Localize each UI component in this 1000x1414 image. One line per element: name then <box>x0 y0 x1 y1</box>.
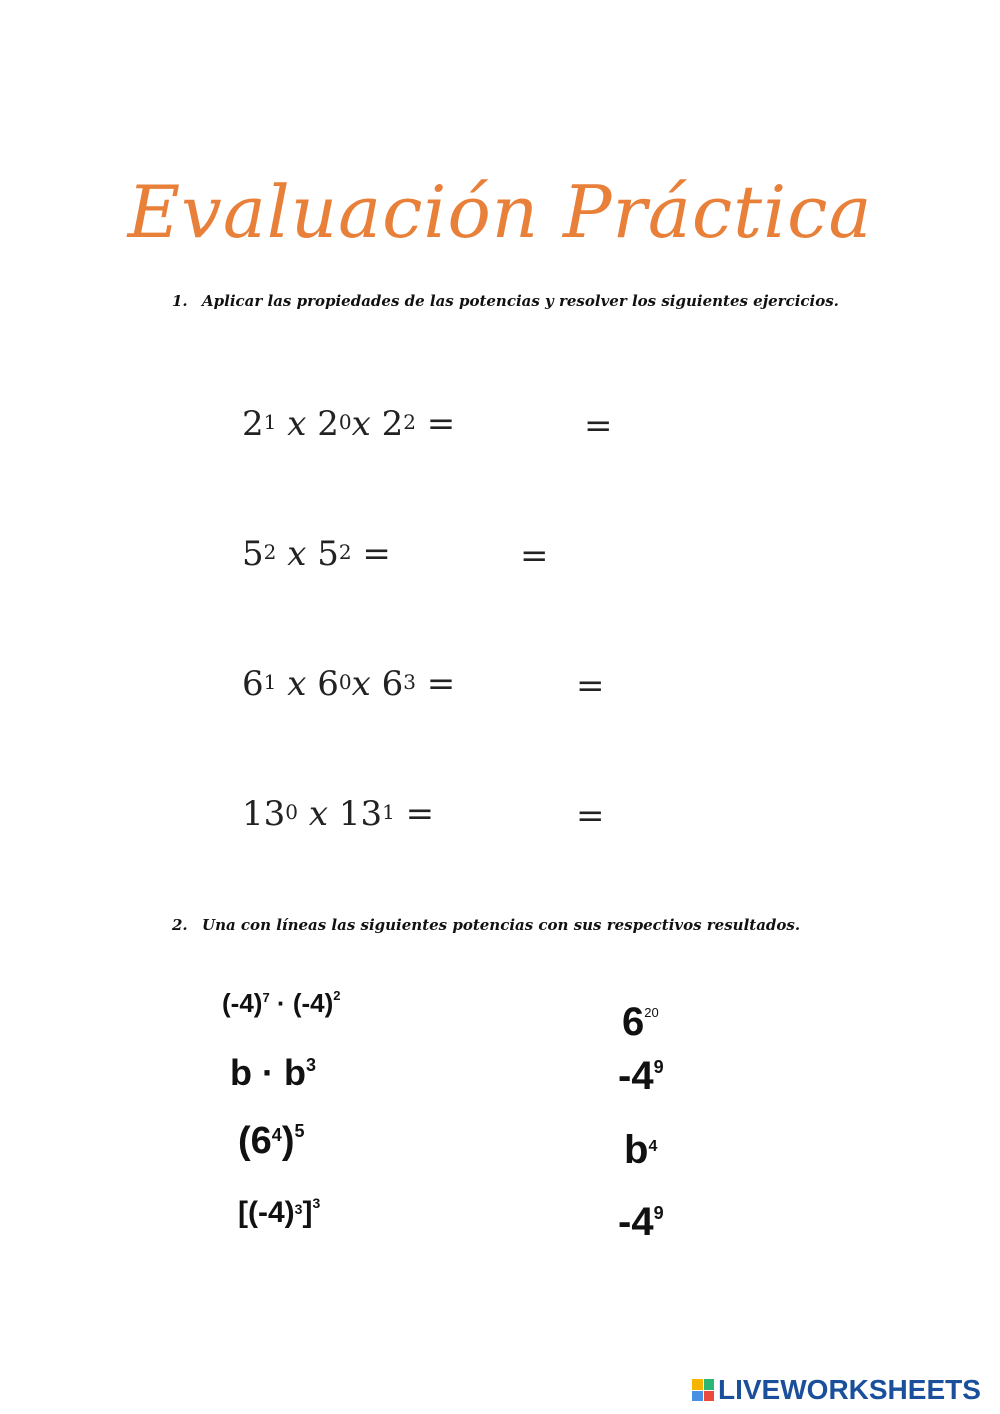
match-left-2[interactable]: $b \cdot b^3$ <box>230 1052 317 1093</box>
instruction-text: Una con líneas las siguientes potencias con sus respectivos resultados. <box>202 916 801 934</box>
instruction-number: 1. <box>172 292 188 310</box>
equals-sign-2: = <box>520 536 549 576</box>
instruction-number: 2. <box>172 916 188 934</box>
equals-sign-1: = <box>584 406 613 446</box>
match-left-1[interactable]: $(-4)^7 \cdot (-4)^2$ <box>222 988 341 1018</box>
exercise-4: $13^0$ x $13^1$ = <box>242 794 435 834</box>
exercise-1: $2^1$ x $2^0x$ $2^2$ = <box>242 404 456 444</box>
instruction-2 <box>172 916 800 934</box>
exercise-3: $6^1$ x $6^0x$ $6^3$ = <box>242 664 456 704</box>
exercise-2: $5^2$ x $5^2$ = <box>242 534 391 574</box>
match-right-1[interactable]: $6^{20}$ <box>622 1000 659 1044</box>
match-right-3[interactable]: $b^4$ <box>624 1128 658 1172</box>
match-left-4[interactable]: $[(-4)^3]^3$ <box>238 1195 321 1229</box>
equals-sign-4: = <box>576 796 605 836</box>
logo-text: LIVEWORKSHEETS <box>718 1374 981 1405</box>
liveworksheets-logo <box>692 1374 981 1406</box>
match-left-3[interactable]: $(6^4)^5$ <box>238 1120 305 1162</box>
instruction-text: Aplicar las propiedades de las potencias y resolver los siguientes ejercicios. <box>202 292 839 310</box>
match-right-4[interactable]: $-4^9$ <box>618 1200 664 1244</box>
match-right-2[interactable]: $-4^9$ <box>618 1054 664 1098</box>
instruction-1 <box>172 292 839 310</box>
equals-sign-3: = <box>576 666 605 706</box>
page-title: Evaluación Práctica <box>127 170 873 254</box>
logo-mark-icon <box>692 1379 714 1401</box>
